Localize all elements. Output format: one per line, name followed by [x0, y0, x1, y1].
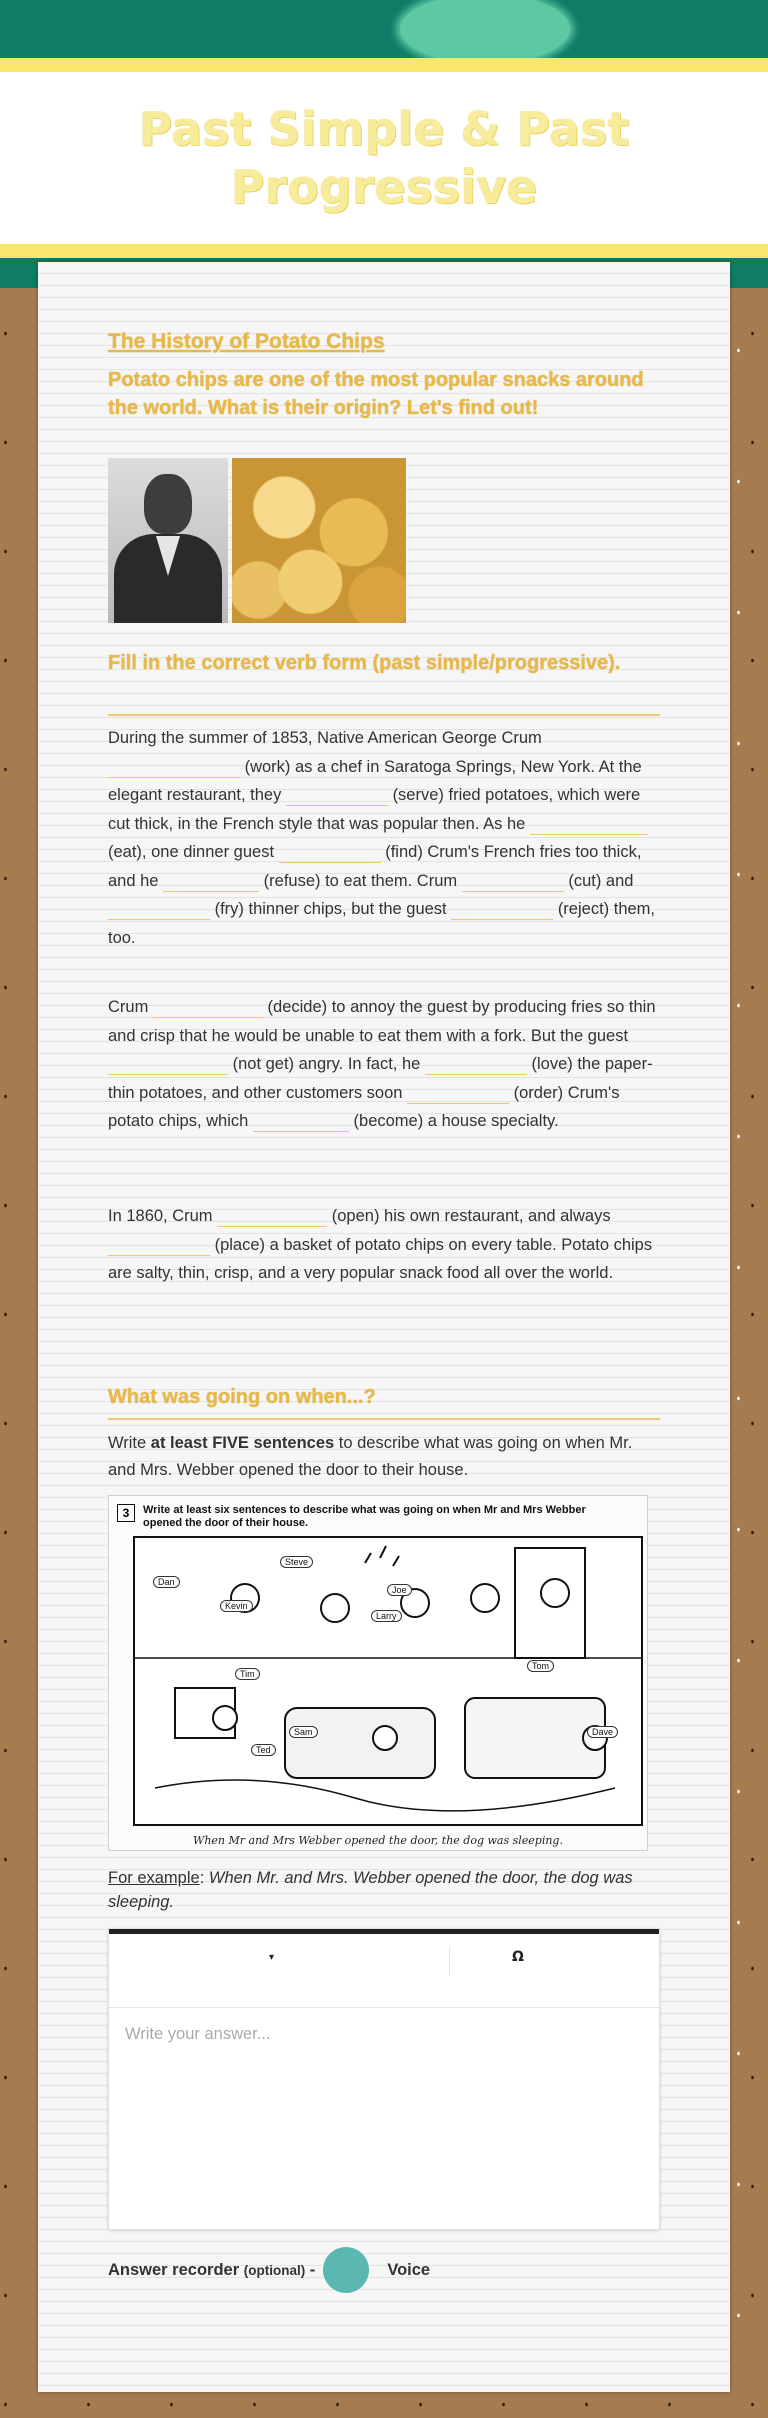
recorder-optional: (optional)	[243, 2262, 306, 2278]
toolbar-separator	[449, 1946, 450, 1976]
exercise-heading-block	[108, 650, 660, 676]
p2-text-4: (love) the paper-thin potatoes, and other customers soon	[108, 1055, 653, 1102]
intro-text: Potato chips are one of the most popular snacks around the world. What is their origin? Let's find out!	[108, 369, 644, 419]
p3-text-3: (place) a basket of potato chips on every table. Potato chips are salty, thin, crisp, and a very popular snack food all over the world.	[108, 1235, 653, 1282]
paragraph-2	[108, 993, 660, 1136]
p2-text-2: (decide) to annoy the guest by producing fries so thin and crisp that he would be unable to eat them with a fork. But the guest	[108, 998, 656, 1045]
blank-find[interactable]	[279, 843, 381, 863]
name-tag: Tom	[527, 1660, 554, 1672]
cartoon-number: 3	[117, 1504, 135, 1522]
exercise-heading: Fill in the correct verb form (past simple/progressive).	[108, 652, 621, 674]
intro-block	[108, 366, 660, 422]
recorder-label-text: Answer recorder	[108, 2260, 240, 2279]
header-blob-decoration	[400, 0, 570, 58]
recorder-dash: -	[305, 2260, 316, 2279]
blank-order[interactable]	[407, 1084, 509, 1104]
special-character-button[interactable]: Ω	[512, 1949, 524, 1965]
blank-become[interactable]	[253, 1112, 349, 1132]
blank-place[interactable]	[108, 1236, 210, 1256]
p1-text-8: (fry) thinner chips, but the guest	[214, 900, 447, 918]
recorder-label	[108, 2261, 315, 2280]
p1-text-4: (eat), one dinner guest	[108, 843, 275, 861]
instr-post: to describe what was going on when Mr. and Mrs. Webber opened the door to their house.	[108, 1434, 633, 1479]
section2-heading-block	[108, 1384, 660, 1410]
header-accent-line-top	[0, 58, 768, 72]
instr-pre: Write	[108, 1434, 151, 1452]
name-tag: Sam	[289, 1726, 318, 1738]
cartoon-caption-top: Write at least six sentences to describe what was going on when Mr and Mrs Webber opened the door of their house.	[143, 1504, 586, 1529]
p3-text-1: In 1860, Crum	[108, 1207, 213, 1225]
section2-rule-block	[108, 1418, 660, 1420]
blank-decide[interactable]	[153, 998, 263, 1018]
blank-serve[interactable]	[286, 786, 388, 806]
blank-cut[interactable]	[462, 872, 564, 892]
blank-eat[interactable]	[530, 815, 648, 835]
p2-text-5: (order) Crum's potato chips, which	[108, 1083, 620, 1130]
potato-chips-photo	[232, 458, 406, 623]
paragraph-3	[108, 1202, 660, 1288]
photo-row	[108, 458, 660, 623]
blank-fry[interactable]	[108, 900, 210, 920]
name-tag: Larry	[371, 1610, 402, 1622]
blank-refuse[interactable]	[163, 872, 259, 892]
example-label: For example	[108, 1869, 200, 1887]
blank-love[interactable]	[425, 1055, 527, 1075]
name-tag: Steve	[280, 1556, 313, 1568]
answer-input[interactable]: Write your answer...	[125, 2025, 271, 2043]
p1-text-3: (serve) fried potatoes, which were cut thick, in the French style that was popular then. As he	[108, 786, 641, 833]
cartoon-image	[108, 1495, 648, 1851]
answer-recorder	[108, 2247, 430, 2293]
section-title-block	[108, 330, 660, 354]
name-tag: Dave	[587, 1726, 618, 1738]
instr-bold: at least FIVE sentences	[150, 1434, 335, 1452]
p2-text-6: (become) a house specialty.	[353, 1112, 559, 1130]
exercise-rule-block	[108, 714, 660, 716]
editor-toolbar	[109, 1934, 659, 2008]
name-tag: Tim	[235, 1668, 260, 1680]
p1-text-6: (refuse) to eat them. Crum	[263, 871, 458, 890]
example-text: When Mr. and Mrs. Webber opened the door, the dog was sleeping.	[108, 1869, 633, 1911]
answer-editor	[108, 1928, 660, 2230]
p1-text-7: (cut) and	[568, 871, 634, 890]
caret-down-icon[interactable]: ▾	[269, 1952, 275, 1963]
exercise-divider	[108, 714, 660, 716]
p1-text-5: (find) Crum's French fries too thick, and he	[108, 843, 642, 890]
name-tag: Dan	[153, 1576, 180, 1588]
voice-label: Voice	[387, 2260, 431, 2279]
p3-text-2: (open) his own restaurant, and always	[331, 1207, 611, 1225]
example-line	[108, 1866, 660, 1914]
cartoon-scene	[133, 1536, 643, 1826]
section2-heading: What was going on when...?	[108, 1386, 376, 1408]
section2-instructions	[108, 1430, 660, 1484]
p1-text-1: During the summer of 1853, Native American George Crum	[108, 729, 542, 747]
p2-text-1: Crum	[108, 998, 149, 1016]
header-title-band	[0, 72, 768, 244]
cartoon-drawing	[135, 1538, 641, 1824]
header-accent-line-bottom	[0, 244, 768, 258]
name-tag: Joe	[387, 1584, 412, 1596]
portrait-photo	[108, 458, 228, 623]
p2-text-3: (not get) angry. In fact, he	[232, 1055, 421, 1073]
blank-not-get[interactable]	[108, 1055, 228, 1075]
p1-text-9: (reject) them, too.	[108, 900, 655, 947]
blank-work[interactable]	[108, 758, 240, 778]
cartoon-caption-bottom: When Mr and Mrs Webber opened the door, the dog was sleeping.	[193, 1834, 563, 1847]
blank-reject[interactable]	[451, 900, 553, 920]
section2-divider	[108, 1418, 660, 1420]
header-top-band	[0, 0, 768, 58]
name-tag: Kevin	[220, 1600, 253, 1612]
page-title: Past Simple & Past Progressive	[138, 102, 630, 214]
paragraph-1	[108, 724, 660, 952]
p1-text-2: (work) as a chef in Saratoga Springs, New York. At the elegant restaurant, they	[108, 757, 642, 804]
blank-open[interactable]	[217, 1207, 327, 1227]
name-tag: Ted	[251, 1744, 276, 1756]
example-separator: :	[199, 1869, 209, 1887]
record-button[interactable]	[323, 2247, 369, 2293]
portrait-head	[144, 474, 192, 534]
section-title: The History of Potato Chips	[108, 330, 385, 353]
